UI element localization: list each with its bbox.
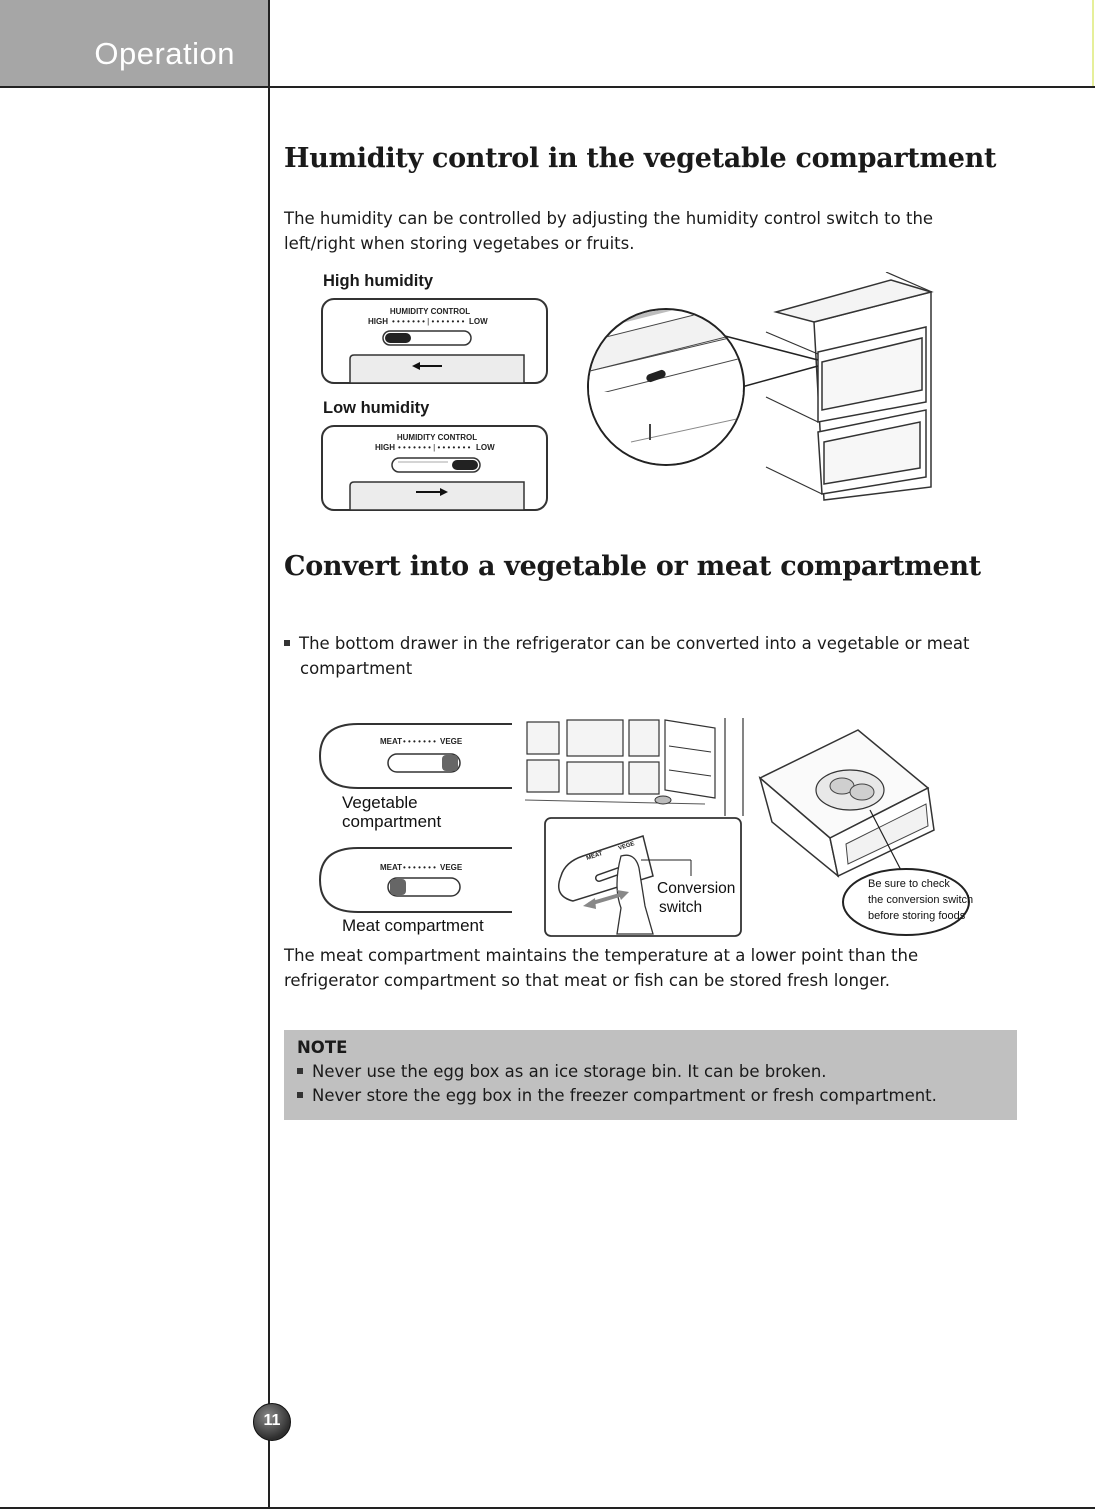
refrigerator-interior-illustration [525, 718, 755, 818]
bullet-square-icon [297, 1068, 303, 1074]
meat-panel-dots: • • • • • • • [403, 863, 436, 872]
page-number-badge [253, 1403, 291, 1441]
note-item-1 [297, 1062, 827, 1081]
humidity-slider-knob [385, 333, 411, 343]
low-panel-scale: • • • • • • • | • • • • • • • [398, 443, 471, 452]
meat-description-line1: The meat compartment maintains the temperature at a lower point than the [284, 946, 919, 965]
high-humidity-panel [320, 297, 550, 385]
note-item-2 [297, 1086, 937, 1105]
switch-knob [390, 879, 406, 895]
vegetable-switch-panel [318, 720, 514, 792]
low-panel-high: HIGH [375, 443, 395, 452]
margin-rule [268, 0, 270, 1509]
meat-switch-panel [318, 844, 514, 916]
section-tab [0, 0, 269, 86]
conversion-caption-line2: switch [659, 899, 703, 916]
high-panel-title: HUMIDITY CONTROL [389, 307, 471, 316]
vegetable-caption-line2: compartment [342, 812, 442, 831]
vegetable-caption [342, 793, 441, 831]
meat-compartment-description [284, 943, 1064, 993]
heading-convert: Convert into a vegetable or meat compartment [284, 551, 981, 582]
low-humidity-panel [320, 424, 550, 512]
vege-panel-vege: VEGE [440, 737, 463, 746]
high-humidity-label: High humidity [323, 272, 433, 290]
callout-line2: the conversion switch [868, 894, 974, 906]
bullet-square-icon [297, 1092, 303, 1098]
high-panel-low: LOW [469, 317, 488, 326]
note-item-1-text: Never use the egg box as an ice storage bin. It can be broken. [312, 1062, 827, 1081]
vege-panel-meat: MEAT [380, 737, 403, 746]
header-edge [1092, 0, 1094, 86]
header-rule [0, 86, 1095, 88]
heading-humidity: Humidity control in the vegetable compartment [284, 143, 997, 174]
humidity-intro-line1: The humidity can be controlled by adjusting the humidity control switch to the [284, 209, 934, 228]
meat-panel-vege: VEGE [440, 863, 463, 872]
high-panel-high: HIGH [368, 317, 388, 326]
conversion-caption [657, 879, 735, 917]
page-number: 11 [263, 1412, 281, 1429]
meat-panel-meat: MEAT [380, 863, 403, 872]
humidity-intro [284, 206, 1064, 256]
vegetable-caption-line1: Vegetable [342, 793, 418, 812]
humidity-intro-line2: left/right when storing vegetabes or fruits. [284, 234, 635, 253]
conversion-switch-zoom [543, 816, 743, 938]
low-panel-title: HUMIDITY CONTROL [396, 433, 478, 442]
convert-bullet-line2: compartment [300, 659, 413, 678]
conversion-caption-line1: Conversion [657, 880, 736, 897]
zoom-meat: MEAT [585, 851, 604, 862]
high-panel-scale: • • • • • • • | • • • • • • • [392, 317, 465, 326]
callout-line3: before storing foods [868, 910, 966, 922]
low-panel-low: LOW [476, 443, 495, 452]
note-box [284, 1030, 1017, 1120]
meat-drawer-illustration [758, 726, 938, 878]
meat-caption: Meat compartment [342, 916, 484, 935]
note-title: NOTE [297, 1038, 348, 1057]
convert-bullet-line1: The bottom drawer in the refrigerator can be converted into a vegetable or meat [299, 634, 970, 653]
humidity-slider-knob [452, 460, 478, 470]
low-humidity-label: Low humidity [323, 399, 430, 417]
crisper-drawer-illustration [586, 272, 946, 502]
callout-text [868, 876, 973, 924]
meat-description-line2: refrigerator compartment so that meat or fish can be stored fresh longer. [284, 971, 891, 990]
convert-bullet [284, 631, 1064, 681]
zoom-vege: VEGE [617, 841, 636, 852]
vege-panel-dots: • • • • • • • [403, 737, 436, 746]
note-item-2-text: Never store the egg box in the freezer compartment or fresh compartment. [312, 1086, 937, 1105]
bullet-square-icon [284, 640, 290, 646]
switch-knob [442, 755, 458, 771]
section-title: Operation [94, 36, 235, 71]
callout-line1: Be sure to check [868, 878, 950, 890]
